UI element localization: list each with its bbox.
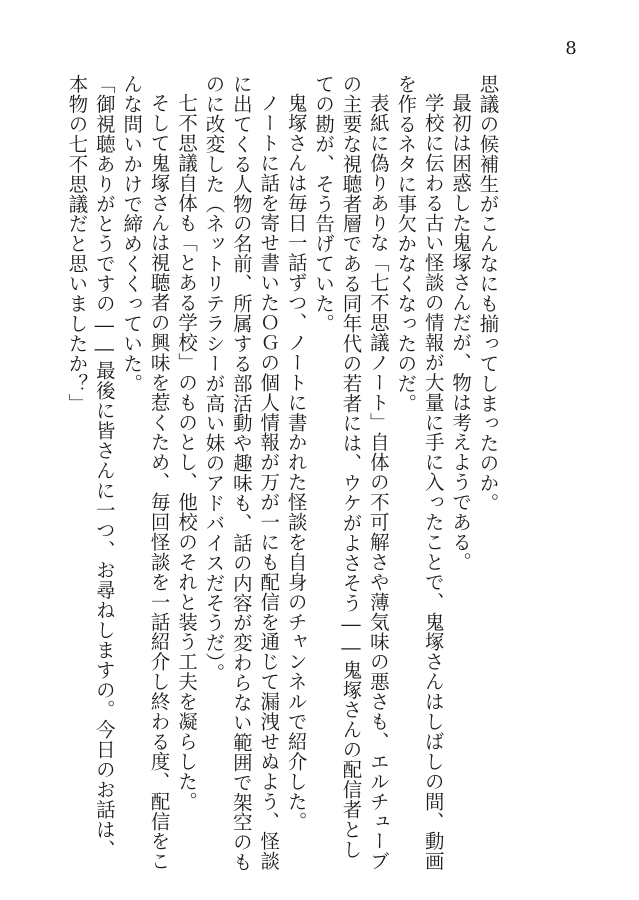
paragraph: そして鬼塚さんは視聴者の興味を惹くため、毎回怪談を一話紹介し終わる度、配信をこんな問いかけで締めくくっていた。 bbox=[120, 74, 171, 872]
vertical-text-column bbox=[63, 74, 502, 874]
paragraph: 七不思議自体も「とある学校」のものとし、他校のそれと装う工夫を凝らした。 bbox=[175, 93, 199, 812]
paragraph: 「御視聴ありがとうですの――最後に皆さんに一つ、お尋ねしますの。今日のお話は、本物の七不思議だと思いましたか？」 bbox=[65, 74, 116, 860]
paragraph: 最初は困惑した鬼塚さんだが、物は考えようである。 bbox=[449, 93, 473, 573]
paragraph: ノートに話を寄せ書いたＯＧの個人情報が万が一にも配信を通じて漏洩せぬよう、怪談に出てくる人物の名前、所属する部活動や趣味も、話の内容が変わらない範囲で架空のものに改変した（ネットリテラシーが高い妹のアドバイスだそうだ）。 bbox=[202, 74, 281, 872]
paragraph: 思議の候補生がこんなにも揃ってしまったのか。 bbox=[476, 74, 500, 513]
paragraph: 学校に伝わる古い怪談の情報が大量に手に入ったことで、鬼塚さんはしばしの間、動画を作るネタに事欠かなくなったのだ。 bbox=[394, 74, 445, 872]
paragraph: 表紙に偽りありな「七不思議ノート」自体の不可解さや薄気味の悪さも、エルチューブの主要な視聴者層である同年代の若者には、ウケがよさそう――鬼塚さんの配信者としての勘が、そう告げていた。 bbox=[312, 74, 390, 872]
paragraph: 鬼塚さんは毎日一話ずつ、ノートに書かれた怪談を自身のチャンネルで紹介した。 bbox=[284, 93, 308, 832]
body-text bbox=[63, 74, 593, 874]
page-number: 8 bbox=[565, 38, 577, 59]
